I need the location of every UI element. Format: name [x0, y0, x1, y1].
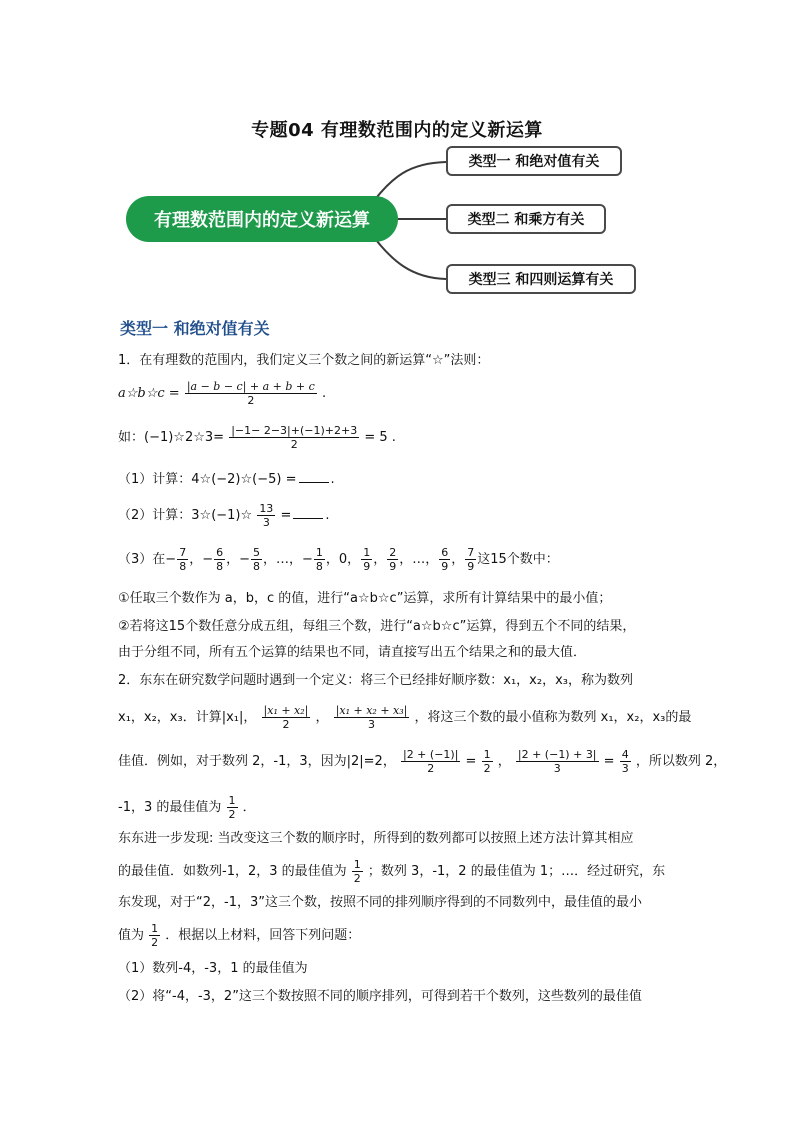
q2-part2: （2）将“-4，-3，2”这三个数按照不同的顺序排列，可得到若干个数列，这些数列的最佳值	[118, 989, 642, 1004]
list-fraction: $\frac{6}{8}$	[216, 546, 224, 573]
q2-fraction-1: $\frac{\text{|x₁ + x₂|}}{2}$	[263, 704, 309, 731]
q1-condition-1: ①任取三个数作为 a，b，c 的值，进行“a☆b☆c”运算，求所有计算结果中的最小值；	[118, 591, 612, 606]
list-separator: ，…，−	[263, 552, 313, 567]
q2-example-fraction-1: $\frac{|2 + (-1)|}{2}$	[402, 748, 459, 775]
q1-part3: （3）在− $\frac{7}{8}$ ，− $\frac{6}{8}$ ，− $\frac{5}{8}$ ，…，− $\frac{1}{8}$ ，0， $\frac{1}{9}$ ， $\frac{2}{9}$ ，…， $\frac{6}{9}$ ， $\frac{7}{9}$ 这15个数中：	[118, 546, 559, 573]
q1-intro: 1．在有理数的范围内，我们定义三个数之间的新运算“☆”法则：	[118, 353, 490, 368]
section-heading: 类型一 和绝对值有关	[120, 319, 270, 338]
q1-example-fraction: $\frac{|-1- 2-3|+(-1)+2+3}{2}$	[231, 424, 358, 451]
q1-definition: a☆b☆c = $\frac{|a - b - c| + a + b + c}{2}$ .	[118, 380, 327, 407]
mindmap-type-2: 类型二 和乘方有关	[446, 204, 606, 234]
mindmap-type-3: 类型三 和四则运算有关	[446, 264, 636, 294]
q1-def-fraction: $\frac{|a - b - c| + a + b + c}{2}$	[186, 380, 315, 407]
answer-blank	[299, 470, 329, 483]
list-separator: ，	[373, 552, 387, 567]
q2-line-8: 值为 $\frac{1}{2}$ ．根据以上材料，回答下列问题：	[118, 922, 361, 949]
list-fraction: $\frac{1}{9}$	[363, 546, 371, 573]
q2-example-result-1: $\frac{1}{2}$	[483, 748, 491, 775]
list-fraction: $\frac{2}{9}$	[389, 546, 397, 573]
list-fraction: $\frac{1}{8}$	[315, 546, 323, 573]
list-fraction: $\frac{7}{9}$	[467, 546, 475, 573]
q2-best-value-fraction: $\frac{1}{2}$	[228, 794, 236, 821]
q2-line-4: -1，3 的最佳值为 $\frac{1}{2}$ ．	[118, 794, 256, 821]
q1-part2-fraction: $\frac{13}{3}$	[259, 502, 274, 529]
q2-line-3: 佳值．例如，对于数列 2，-1，3，因为|2|=2， $\frac{|2 + (-1)|}{2}$ = $\frac{1}{2}$ ， $\frac{|2 + (-1) + 3|}{3}$ = $\frac{4}{3}$ ，所以数列 2，	[118, 748, 727, 775]
q2-line8-fraction: $\frac{1}{2}$	[151, 922, 159, 949]
q2-part1: （1）数列-4，-3，1 的最佳值为	[118, 961, 308, 976]
mindmap-type-1: 类型一 和绝对值有关	[446, 146, 622, 176]
q1-condition-2: ②若将这15个数任意分成五组，每组三个数，进行“a☆b☆c”运算，得到五个不同的结果，	[118, 619, 636, 634]
list-separator: ，−	[189, 552, 214, 567]
q2-example-result-2: $\frac{4}{3}$	[621, 748, 629, 775]
q1-condition-2-cont: 由于分组不同，所有五个运算的结果也不同，请直接写出五个结果之和的最大值．	[118, 645, 587, 660]
mindmap-center-node: 有理数范围内的定义新运算	[126, 196, 398, 242]
q1-example-rhs: = 5 .	[364, 430, 396, 445]
q1-example	[118, 424, 396, 451]
list-fraction: $\frac{6}{9}$	[441, 546, 449, 573]
q2-line-5: 东东进一步发现: 当改变这三个数的顺序时，所得到的数列都可以按照上述方法计算其相应	[118, 831, 634, 846]
mindmap-connectors	[0, 0, 794, 320]
q2-line-1: 2．东东在研究数学问题时遇到一个定义：将三个已经排好顺序数：x₁，x₂，x₃，称为数列	[118, 673, 633, 688]
list-fraction: $\frac{5}{8}$	[253, 546, 260, 573]
list-separator: ，…，	[399, 552, 439, 567]
q2-fraction-2: $\frac{\text{|x₁ + x₂ + x₃|}}{3}$	[335, 704, 408, 731]
q2-line-6: 的最佳值．如数列-1，2，3 的最佳值为 $\frac{1}{2}$ ；数列 3，-1，2 的最佳值为 1；…．经过研究，东	[118, 858, 666, 885]
q2-line-7: 东发现，对于“2，-1，3”这三个数，按照不同的排列顺序得到的不同数列中，最佳值的最小	[118, 895, 642, 910]
q1-example-lhs: 如：(−1)☆2☆3=	[118, 430, 225, 445]
list-separator: −	[165, 552, 177, 567]
page-title: 专题04 有理数范围内的定义新运算	[251, 120, 543, 141]
answer-blank	[293, 506, 323, 519]
q2-example-fraction-2: $\frac{|2 + (-1) + 3|}{3}$	[517, 748, 597, 775]
q1-def-lhs: a☆b☆c =	[118, 386, 180, 401]
list-separator: ，0，	[325, 552, 361, 567]
list-fraction: $\frac{7}{8}$	[179, 546, 187, 573]
list-separator: ，	[451, 552, 465, 567]
q2-line6-fraction: $\frac{1}{2}$	[353, 858, 361, 885]
q2-line-2: x₁，x₂，x₃．计算|x₁|， $\frac{\text{|x₁ + x₂|}}{2}$ ， $\frac{\text{|x₁ + x₂ + x₃|}}{3}$ ，将这三个数的最小值称为数列 x₁，x₂，x₃的最	[118, 704, 692, 731]
list-separator: ，−	[226, 552, 250, 567]
q1-part2: （2）计算：3☆(−1)☆ $\frac{13}{3}$ = .	[118, 502, 330, 529]
q1-part1: （1）计算：4☆(−2)☆(−5) = .	[118, 472, 335, 487]
